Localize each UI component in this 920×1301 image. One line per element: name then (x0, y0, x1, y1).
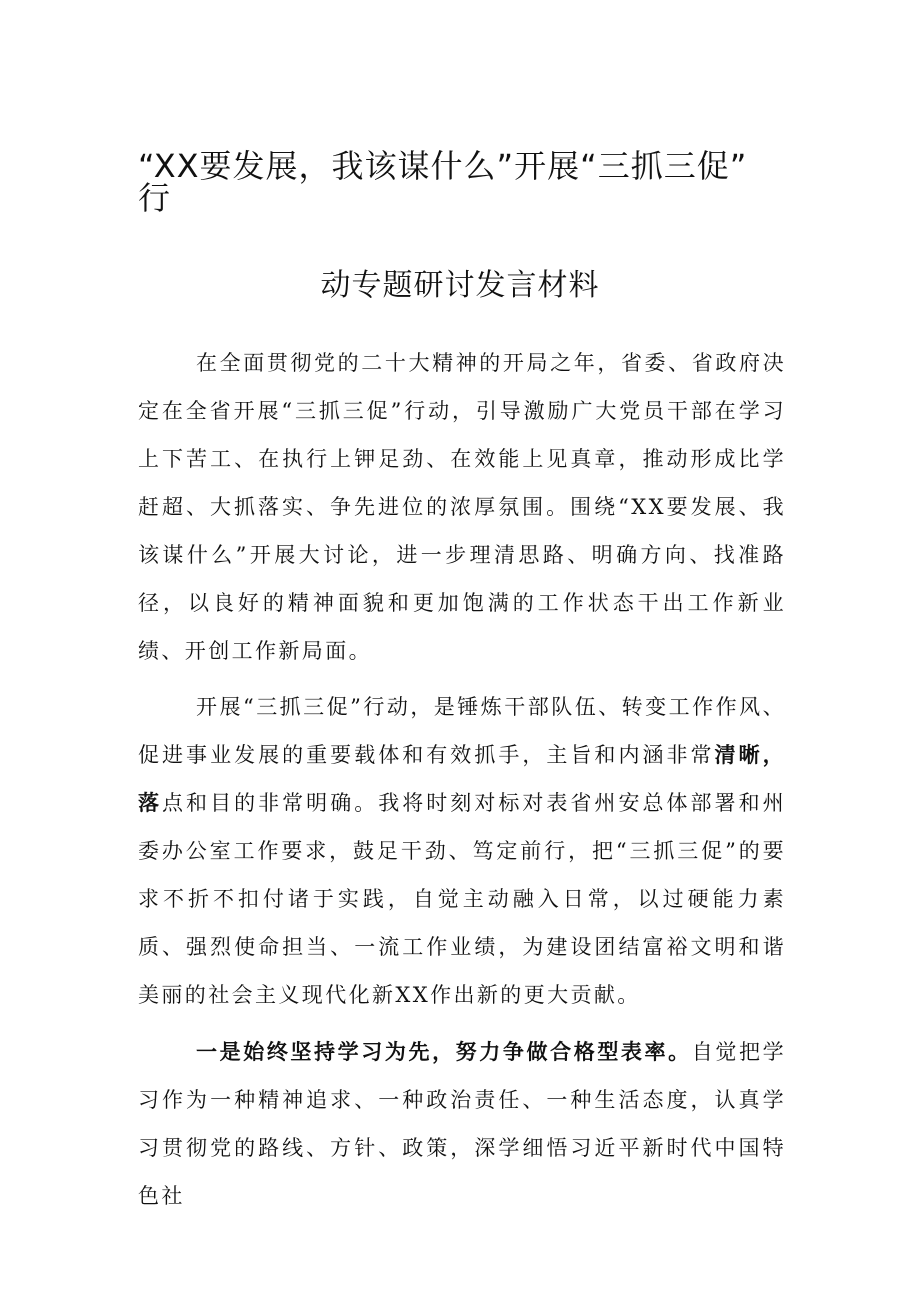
paragraph-2 (138, 683, 786, 1019)
paragraph-1: 在全面贯彻党的二十大精神的开局之年，省委、省政府决定在全省开展“三抓三促”行动，引导激励广大党员干部在学习上下苦工、在执行上钾足劲、在效能上见真章，推动形成比学赶超、大抓落实、争先进位的浓厚氛围。围绕“XX要发展、我该谋什么”开展大讨论，进一步理清思路、明确方向、找准路径，以良好的精神面貌和更加饱满的工作状态干出工作新业绩、开创工作新局面。 (138, 351, 786, 663)
paragraph-2-text-a: 开展“三抓三促”行动，是锤炼干部队伍、转变工作作风、促进事业发展的重要载体和有效抓手，主旨和内涵非常 (138, 695, 786, 767)
paragraph-3-heading: 一是始终坚持学习为先，努力争做合格型表率。 (196, 1040, 692, 1064)
document-title-line-3: 动专题研讨发言材料 (320, 268, 600, 303)
paragraph-2-bold: 清晰，落 (138, 743, 786, 815)
paragraph-3 (138, 1028, 786, 1220)
document-title-line-1: “XX要发展，我该谋什么”开展“三抓三促” (138, 147, 748, 185)
paragraph-2-text-b: 点和目的非常明确。我将时刻对标对表省州安总体部署和州委办公室工作要求，鼓足干劲、笃定前行，把“三抓三促”的要求不折不扣付诸于实践，自觉主动融入日常，以过硬能力素质、强烈使命担当、一流工作业绩，为建设团结富裕文明和谐美丽的社会主义现代化新XX作出新的更大贡献。 (138, 791, 786, 1007)
document-title-line-2: 行 (138, 179, 171, 217)
paragraph-3-text: 自觉把学习作为一种精神追求、一种政治责任、一种生活态度，认真学习贯彻党的路线、方针、政策，深学细悟习近平新时代中国特色社 (138, 1040, 786, 1208)
